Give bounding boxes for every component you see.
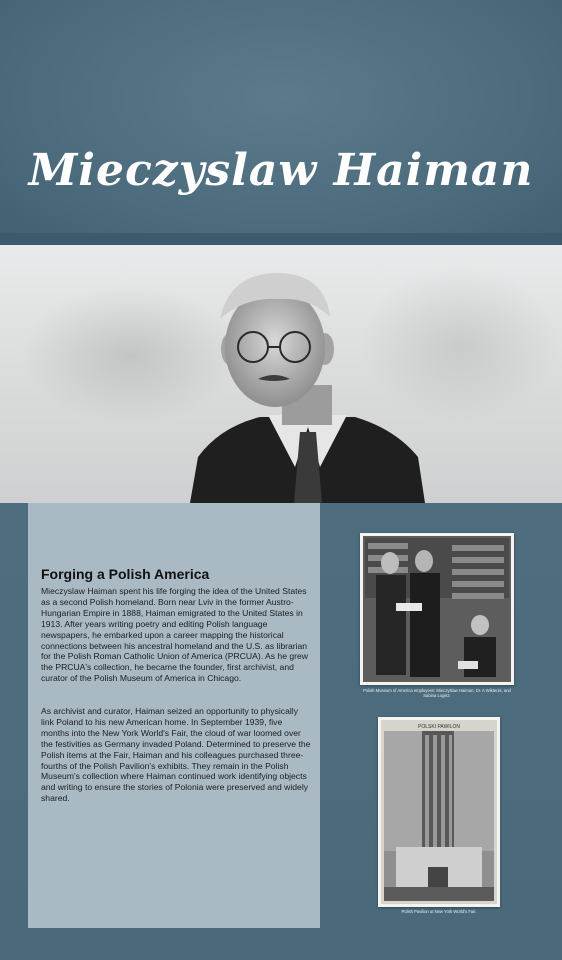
portrait-band bbox=[0, 245, 562, 503]
museum-staff-photo bbox=[360, 533, 514, 685]
section-heading: Forging a Polish America bbox=[41, 566, 210, 582]
paragraph-intro: Mieczyslaw Haiman spent his life forging the idea of the United States as a second Polish homeland. Born near Lviv in the former Austro-Hungarian Empire in 1888, Haiman emigrated to the United States in 1913. After years writing poetry and editing Polish language newspapers, he embarked upon a career mapping the historical connections between his ancestral homeland and the U.S. as librarian for the Polish Roman Catholic Union of America (PRCUA). As he grew the PRCUA's collection, he became the founder, first archivist, and curator of the Polish Museum of America in Chicago. bbox=[41, 586, 308, 684]
header-background bbox=[0, 0, 562, 245]
pavilion-image bbox=[378, 717, 500, 907]
portrait-photo bbox=[190, 267, 425, 503]
museum-staff-image bbox=[360, 533, 514, 685]
header-divider bbox=[0, 233, 562, 245]
paragraph-curator: As archivist and curator, Haiman seized an opportunity to physically link Poland to his new American home. In September 1939, five months into the New York World's Fair, the cloud of war loomed over the festivities as Germany invaded Poland. Determined to preserve the Polish items at the Fair, Haiman and his colleagues purchased three-fourths of the Polish Pavilion's exhibits. They remain in the Polish Museum's collection where Haiman continued work identifying objects and writing to ensure the stories of Polonia were preserved and widely shared. bbox=[41, 706, 311, 804]
pavilion-caption: Polish Pavilion at New York World's Fair. bbox=[401, 909, 477, 914]
page-title: Mieczyslaw Haiman bbox=[28, 145, 534, 196]
pavilion-header-text: POLSKI PAWILON bbox=[418, 724, 460, 730]
pavilion-photo bbox=[378, 717, 500, 907]
museum-staff-caption: Polish Museum of America employees: Mieczyslaw Haiman, Dr. A Wiktenis, and Sabina Logisz. bbox=[363, 688, 511, 698]
